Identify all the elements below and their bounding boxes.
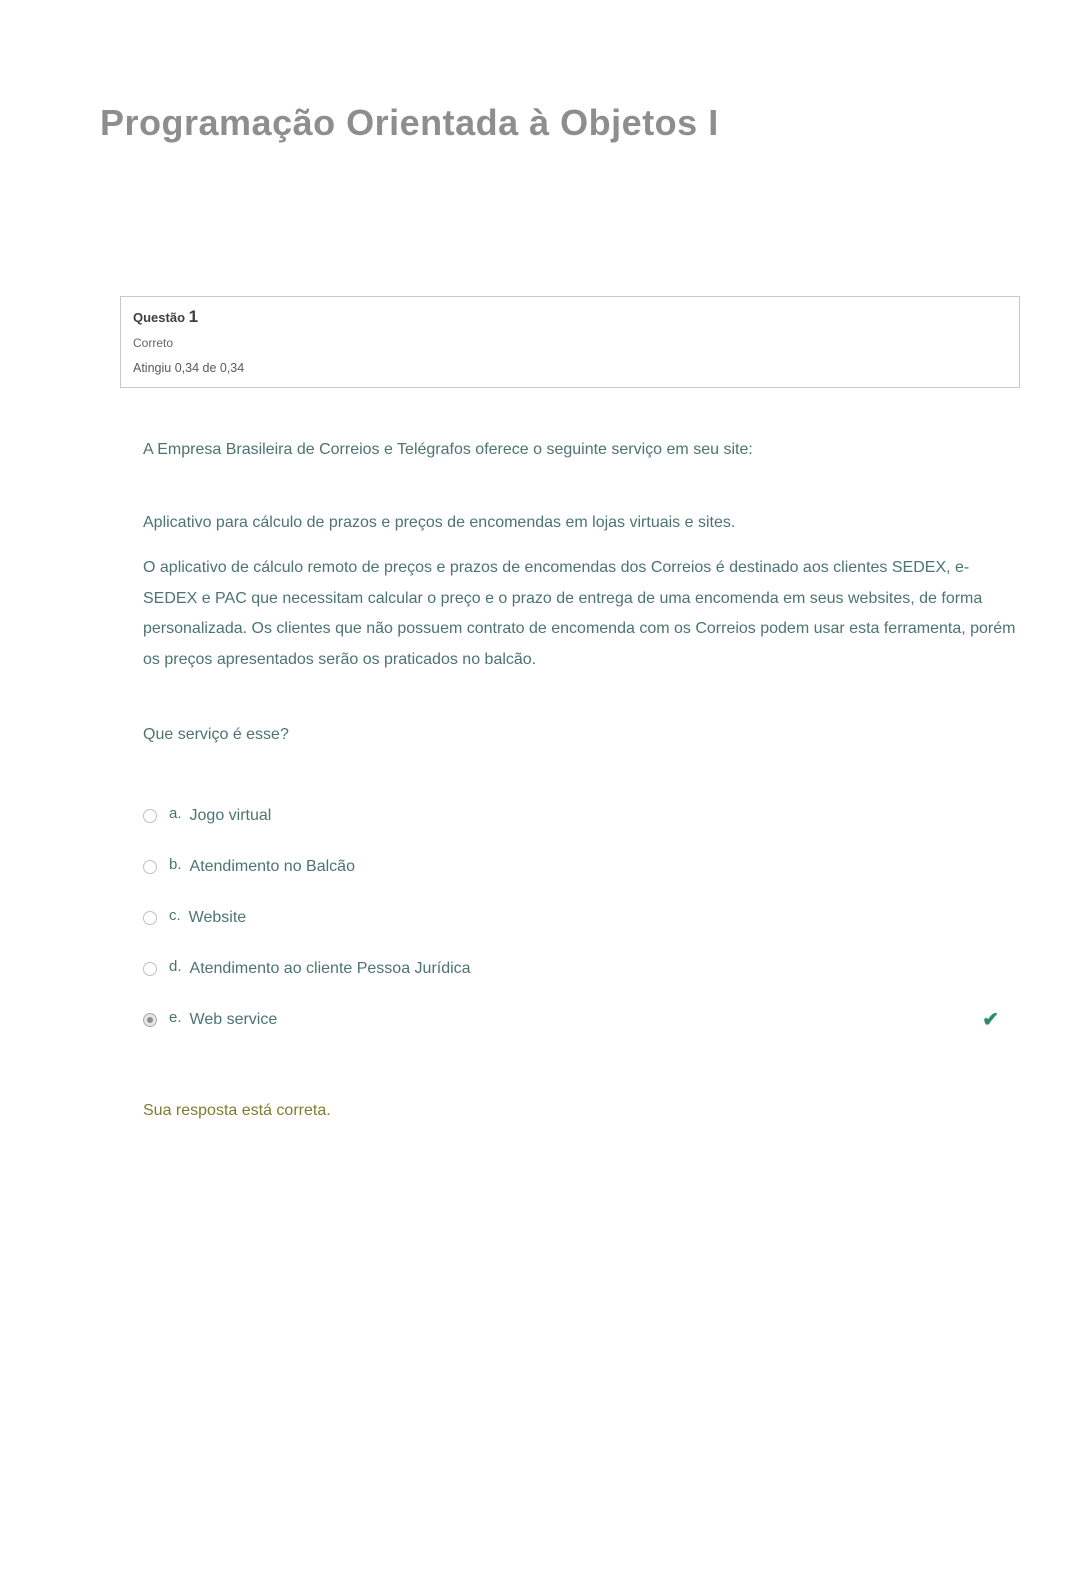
answer-option-d[interactable] <box>143 943 1017 994</box>
question-intro: A Empresa Brasileira de Correios e Telégrafos oferece o seguinte serviço em seu site: <box>143 441 753 458</box>
question-info-box <box>120 296 1020 388</box>
option-letter: e. <box>169 1009 182 1026</box>
option-letter: b. <box>169 856 182 873</box>
option-letter: d. <box>169 958 182 975</box>
option-label: Atendimento no Balcão <box>189 858 355 875</box>
page-title: Programação Orientada à Objetos I <box>100 102 719 143</box>
radio-button[interactable] <box>143 860 157 874</box>
question-label: Questão <box>133 310 186 325</box>
radio-button[interactable] <box>143 962 157 976</box>
radio-button-selected[interactable] <box>143 1013 157 1027</box>
option-letter: a. <box>169 805 182 822</box>
question-state: Correto <box>133 336 174 350</box>
answer-option-b[interactable] <box>143 841 1017 892</box>
question-content <box>143 440 1017 1120</box>
question-number-line <box>133 307 1005 327</box>
question-body: O aplicativo de cálculo remoto de preços e prazos de encomendas dos Correios é destinado aos clientes SEDEX, e-SEDEX e PAC que necessitam calcular o preço e o prazo de entrega de uma encomenda em seus websites, de forma personalizada. Os clientes que não possuem contrato de encomenda com os Correios podem usar esta ferramenta, porém os preços apresentados serão os praticados no balcão. <box>143 559 1016 668</box>
question-number: 1 <box>188 307 199 326</box>
radio-button[interactable] <box>143 809 157 823</box>
answer-option-c[interactable] <box>143 892 1017 943</box>
question-subintro: Aplicativo para cálculo de prazos e preços de encomendas em lojas virtuais e sites. <box>143 514 736 531</box>
option-label: Jogo virtual <box>189 807 272 824</box>
option-label: Atendimento ao cliente Pessoa Jurídica <box>189 960 471 977</box>
answer-option-a[interactable] <box>143 790 1017 841</box>
radio-button[interactable] <box>143 911 157 925</box>
option-label: Website <box>188 909 247 926</box>
correct-check-icon: ✔ <box>982 1008 999 1031</box>
option-label: Web service <box>189 1011 278 1028</box>
question-grade: Atingiu 0,34 de 0,34 <box>133 361 245 375</box>
answer-options <box>143 790 1017 1045</box>
question-prompt: Que serviço é esse? <box>143 726 289 743</box>
option-letter: c. <box>169 907 181 924</box>
answer-option-e[interactable] <box>143 994 1017 1045</box>
answer-feedback: Sua resposta está correta. <box>143 1102 331 1119</box>
